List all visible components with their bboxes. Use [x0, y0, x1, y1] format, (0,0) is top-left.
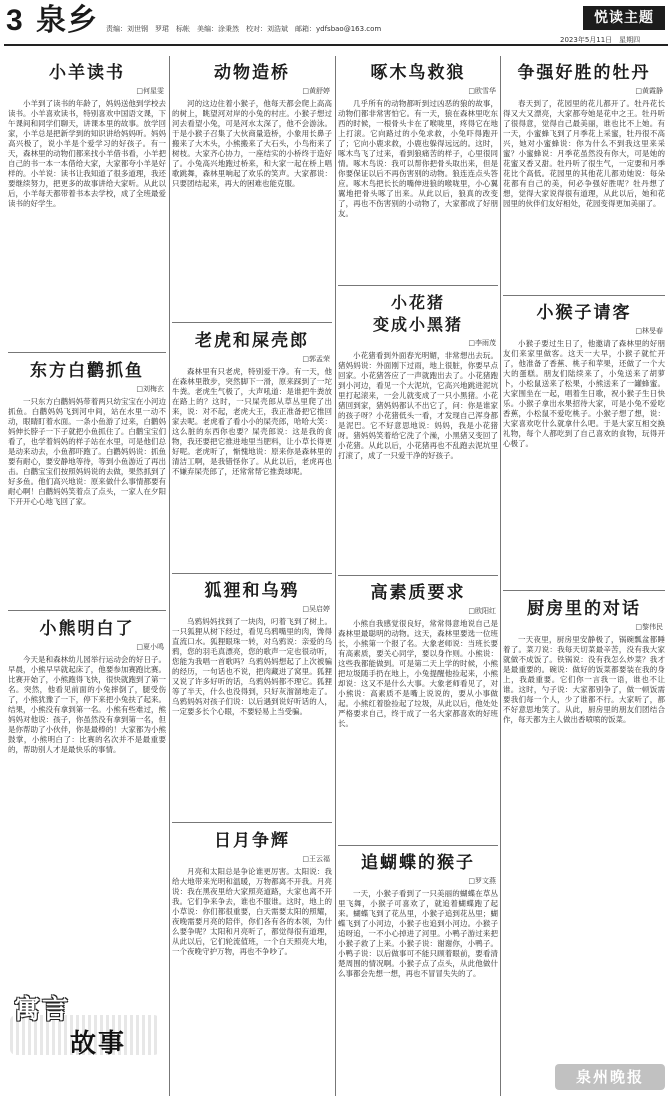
article-title: 小花猪 变成小黑猪 — [372, 293, 463, 334]
article-animals-build-bridge — [172, 62, 332, 318]
article-fox-and-crow — [172, 580, 332, 818]
article-piggy-turns-black — [338, 292, 498, 571]
row-divider — [172, 573, 332, 574]
article-title: 小熊明白了 — [39, 619, 135, 639]
fable-story-logo — [10, 987, 160, 1063]
row-divider — [172, 322, 332, 323]
row-divider — [8, 352, 166, 353]
column-divider — [335, 56, 336, 1096]
editorial-credits: 责编：刘世钢 罗珺 标帐 美编：涂秉然 校对：刘浩斌 邮箱：ydfsbao@163.com — [106, 25, 382, 33]
logo-line-2: 故事 — [70, 1029, 127, 1059]
article-body: 小熊自我感觉很良好，常常得意地说自己是森林里最聪明的动物。这天，森林里要选一位班长，小熊第一个报了名。大象老师说：当班长要有高素质，要关心同学，要以身作则。小熊说：这些我都能做到。可是第二天上学的时候，小熊把垃圾随手扔在地上，小兔提醒他捡起来，小熊却说：这又不是什么大事。大象老师看见了，对小熊说：高素质不是嘴上说说的，要从小事做起。小熊红着脸捡起了垃圾，从此以后，他处处严格要求自己，终于成了一名大家都喜欢的好班长。 — [338, 619, 498, 728]
article-title: 动物造桥 — [214, 63, 290, 83]
article-author: □罗文燕 — [468, 877, 496, 885]
article-title: 厨房里的对话 — [527, 599, 641, 619]
article-oriental-stork — [8, 360, 166, 606]
article-author: □黎伟民 — [635, 623, 663, 631]
article-author: □李雨茂 — [468, 339, 496, 347]
article-body: 几乎所有的动物都听到过凶恶的狼的故事，动物们都非常害怕它。有一天，狼在森林里吃东西的时候，一根骨头卡在了喉咙里，疼得它在地上打滚。它向路过的小兔求救，小兔吓得跑开了；它向小鹿求救，小鹿也躲得远远的。这时，啄木鸟飞了过来，看到狼痛苦的样子，心里很同情。啄木鸟说：我可以帮你把骨头取出来，但是你要保证以后不再伤害别的动物。狼连连点头答应。啄木鸟把长长的嘴伸进狼的喉咙里，小心翼翼地把骨头啄了出来。从此以后，狼真的改变了，再也不伤害别的小动物了，大家都成了好朋友。 — [338, 99, 498, 218]
article-body: 小猴子要过生日了，他邀请了森林里的好朋友们来家里做客。这天一大早，小猴子就忙开了，他准备了香蕉、桃子和苹果，还做了一个大大的蛋糕。朋友们陆续来了，小兔送来了胡萝卜，小松鼠送来了松果，小熊送来了一罐蜂蜜。大家围坐在一起，唱着生日歌，祝小猴子生日快乐。小猴子拿出水果招待大家，可是小兔不爱吃香蕉，小松鼠不爱吃桃子。小猴子想了想，说：大家喜欢吃什么就拿什么吧。于是大家互相交换礼物，每个人都吃到了自己喜欢的食物，玩得开心极了。 — [503, 339, 665, 448]
article-title: 狐狸和乌鸦 — [204, 581, 300, 601]
article-author: □吴启婷 — [302, 605, 330, 613]
article-monkey-chasing-butterfly — [338, 852, 498, 1092]
article-tiger-and-dung-beetle — [172, 330, 332, 569]
page-number: 3 — [6, 4, 23, 37]
article-author: □欧雪华 — [468, 87, 496, 95]
row-divider — [338, 845, 498, 846]
article-title: 高素质要求 — [370, 583, 466, 603]
article-little-bear-understood — [8, 618, 166, 982]
newspaper-watermark: 泉州晚报 — [555, 1064, 665, 1090]
article-sun-and-moon — [172, 830, 332, 1092]
article-high-quality-requirement — [338, 582, 498, 841]
article-body: 小花猪看到外面春光明媚，非常想出去玩。猪妈妈说：外面刚下过雨，地上很脏，你要早点回家。小花猪答应了一声就跑出去了。小花猪跑到小河边，看见一个大泥坑，它高兴地跳进泥坑里打起滚来，一会儿就变成了一只小黑猪。小花猪回到家，猪妈妈都认不出它了，问：你是谁家的孩子呀？小花猪低头一看，才发现自己浑身都是泥巴。它不好意思地说：妈妈，我是小花猪呀。猪妈妈笑着给它洗了个澡，小黑猪又变回了小花猪。从此以后，小花猪再也不乱跑去泥坑里打滚了，成了一只爱干净的好孩子。 — [338, 351, 498, 460]
article-body: 一只东方白鹳妈妈带着两只幼宝宝在小河边抓鱼。白鹳妈妈飞到河中间，站在水里一动不动，眼睛盯着水面。一条小鱼游了过来，白鹳妈妈伸长脖子一下子就把小鱼抓住了。白鹳宝宝们看了，也学着妈妈的样子站在水里，可是他们总是动来动去，小鱼都吓跑了。白鹳妈妈说：抓鱼要有耐心，要安静地等待，等到小鱼游近了再出击。白鹳宝宝们按照妈妈说的去做，果然抓到了好多鱼。他们高兴地说：原来做什么事情都要有耐心啊！白鹳妈妈笑着点了点头，一家人在夕阳下开开心心地飞回了家。 — [8, 397, 166, 506]
article-body: 小羊到了读书的年龄了，妈妈送他到学校去读书。小羊喜欢读书，特别喜欢中国语文课，下午课间和同学们聊天，讲课本里的故事。放学回家，小羊总是把新学到的知识讲给妈妈听。妈妈高兴极了，说小羊是个爱学习的好孩子。有一天，森林里的动物们都来找小羊借书看，小羊把自己的书一本一本借给大家，大家都夸小羊是好样的。小羊说：读书让我知道了很多道理，我还要继续努力，把更多的故事讲给大家听。从此以后，小羊每天都带着书本去学校，成了全班最爱读书的好学生。 — [8, 99, 166, 208]
article-author: □欧阳红 — [468, 607, 496, 615]
article-little-sheep-reads — [8, 62, 166, 348]
article-woodpecker-saves-wolf — [338, 62, 498, 281]
article-body: 乌鸦妈妈找到了一块肉，叼着飞到了树上。一只狐狸从树下经过，看见乌鸦嘴里的肉，馋得直流口水。狐狸眼珠一转，对乌鸦说：亲爱的乌鸦，您的羽毛真漂亮，您的歌声一定也很动听，您能为我唱一首歌吗？乌鸦妈妈想起了上次被骗的经历，一句话也不说，把肉藏进了窝里。狐狸又说了许多好听的话，乌鸦妈妈都不理它。狐狸等了半天，什么也没得到，只好灰溜溜地走了。乌鸦妈妈对孩子们说：以后遇到说好听话的人，一定要多长个心眼，不要轻易上当受骗。 — [172, 617, 332, 716]
row-divider — [338, 285, 498, 286]
article-title: 小羊读书 — [49, 63, 125, 83]
brand-banner: 悦读主题 — [583, 6, 665, 30]
article-body: 一天，小猴子看到了一只美丽的蝴蝶在草丛里飞舞，小猴子可喜欢了，就追着蝴蝶跑了起来。蝴蝶飞到了花丛里，小猴子追到花丛里；蝴蝶飞到了小河边，小猴子也追到小河边。小猴子追呀追，一不小心掉进了河里。小鸭子游过来把小猴子救了上来。小猴子说：谢谢你，小鸭子。小鸭子说：以后做事可不能只顾着眼前，要看清楚周围的情况啊。小猴子点了点头，从此他做什么事都会先想一想，再也不冒冒失失的了。 — [338, 889, 498, 978]
article-author: □郭孟荣 — [302, 355, 330, 363]
article-author: □夏小鸣 — [136, 643, 164, 651]
article-author: □林旻春 — [635, 327, 663, 335]
header-rule — [4, 44, 668, 46]
logo-line-1: 寓言 — [14, 995, 71, 1025]
article-body: 一天夜里，厨房里安静极了，锅碗瓢盆都睡着了。菜刀说：我每天切菜最辛苦，没有我大家就做不成饭了。铁锅说：没有我怎么炒菜？我才是最重要的。碗说：做好的饭菜都要装在我的身上，我最重要。它们你一言我一语，谁也不让谁。这时，勺子说：大家都别争了，做一顿饭需要我们每一个人，少了谁都不行。大家听了，都不好意思地笑了。从此，厨房里的朋友们团结合作，每天都为主人做出香喷喷的饭菜。 — [503, 635, 665, 724]
article-body: 春天到了，花园里的花儿都开了。牡丹花长得又大又漂亮，大家都夸她是花中之王。牡丹听了很得意，觉得自己最美丽，谁也比不上她。有一天，小蜜蜂飞到了月季花上采蜜，牡丹很不高兴，她对小蜜蜂说：你为什么不到我这里来采蜜？小蜜蜂说：月季花虽然没有你大，可是她的花蜜又香又甜。牡丹听了很生气，一定要和月季花比个高低。花园里的其他花儿都劝她说：每朵花都有自己的美，何必争强好胜呢？牡丹想了想，觉得大家说得很有道理，从此以后，她和花园里的伙伴们友好相处，花园变得更加美丽了。 — [503, 99, 665, 208]
article-author: □何星雯 — [136, 87, 164, 95]
section-title: 泉乡 — [36, 3, 98, 38]
article-title: 争强好胜的牡丹 — [517, 63, 651, 83]
article-author: □黄舒婷 — [302, 87, 330, 95]
article-body: 森林里有只老虎，特别爱干净。有一天，他在森林里散步，突然脚下一滑，原来踩到了一坨牛粪。老虎生气极了，大声吼道：是谁把牛粪放在路上的？这时，一只屎壳郎从草丛里爬了出来，说：对不起，老虎大王，我正准备把它推回家去呢。老虎看了看小小的屎壳郎，哈哈大笑：这么脏的东西你也要？屎壳郎说：这是我的食物，我还要把它推进地里当肥料，让小草长得更好呢。老虎听了，惭愧地说：原来你是森林里的清洁工啊，是我错怪你了。从此以后，老虎再也不嫌弃屎壳郎了，还常常帮它推粪球呢。 — [172, 367, 332, 476]
row-divider — [503, 590, 665, 591]
article-body: 河的这边住着小猴子，他每天都会爬上高高的树上，眺望河对岸的小兔的村庄。小猴子想过河去看望小兔，可是河水太深了，他不会游泳。于是小猴子召集了大伙商量造桥，小象用长鼻子搬来了大木头，小熊搬来了大石头，小鸟衔来了树枝。大家齐心协力，一座结实的小桥终于造好了。小兔高兴地跑过桥来，和大家一起在桥上唱歌跳舞，森林里响起了欢乐的笑声。大家都说：只要团结起来，再大的困难也能克服。 — [172, 99, 332, 188]
article-body: 月亮和太阳总是争论谁更厉害。太阳说：我给大地带来光明和温暖，万物都离不开我。月亮说：我在黑夜里给大家照亮道路，大家也离不开我。它们争来争去，谁也不服谁。这时，地上的小草说：你们都很重要，白天需要太阳的照耀，夜晚需要月亮的陪伴，你们各有各的本领，为什么要争呢？太阳和月亮听了，都觉得很有道理，从此以后，它们轮流值班，一个白天照亮大地，一个夜晚守护万物，再也不争吵了。 — [172, 867, 332, 956]
issue-date: 2023年5月11日 星期四 — [560, 36, 641, 44]
row-divider — [503, 295, 665, 296]
column-divider — [500, 56, 501, 1096]
article-title: 小猴子请客 — [536, 303, 632, 323]
article-title: 日月争辉 — [214, 831, 290, 851]
article-author: □刘梅玄 — [136, 385, 164, 393]
article-body: 今天是和森林幼儿园举行运动会的好日子。早晨，小熊早早就起床了，他要参加赛跑比赛。比赛开始了，小熊跑得飞快，很快就跑到了第一名。突然，他看见前面的小兔摔倒了，腿受伤了，小熊犹豫了一下，停下来把小兔扶了起来。结果，小熊没有拿到第一名。小熊有些难过，熊妈妈对他说：孩子，你虽然没有拿到第一名，但是你帮助了小伙伴，你是最棒的！大家都为小熊鼓掌，小熊明白了：比赛的名次并不是最重要的，帮助别人才是最快乐的事情。 — [8, 655, 166, 754]
page-header — [0, 0, 672, 44]
article-monkey-hosts-guests — [503, 302, 665, 586]
article-title: 啄木鸟救狼 — [370, 63, 466, 83]
article-title: 老虎和屎壳郎 — [195, 331, 309, 351]
article-title: 东方白鹳抓鱼 — [30, 361, 144, 381]
row-divider — [172, 822, 332, 823]
article-competitive-peony — [503, 62, 665, 291]
article-kitchen-conversation — [503, 598, 665, 1058]
article-title: 追蝴蝶的猴子 — [361, 853, 475, 873]
article-author: □黄霞静 — [635, 87, 663, 95]
article-author: □王云福 — [302, 855, 330, 863]
row-divider — [8, 610, 166, 611]
column-divider — [169, 56, 170, 1096]
row-divider — [338, 575, 498, 576]
